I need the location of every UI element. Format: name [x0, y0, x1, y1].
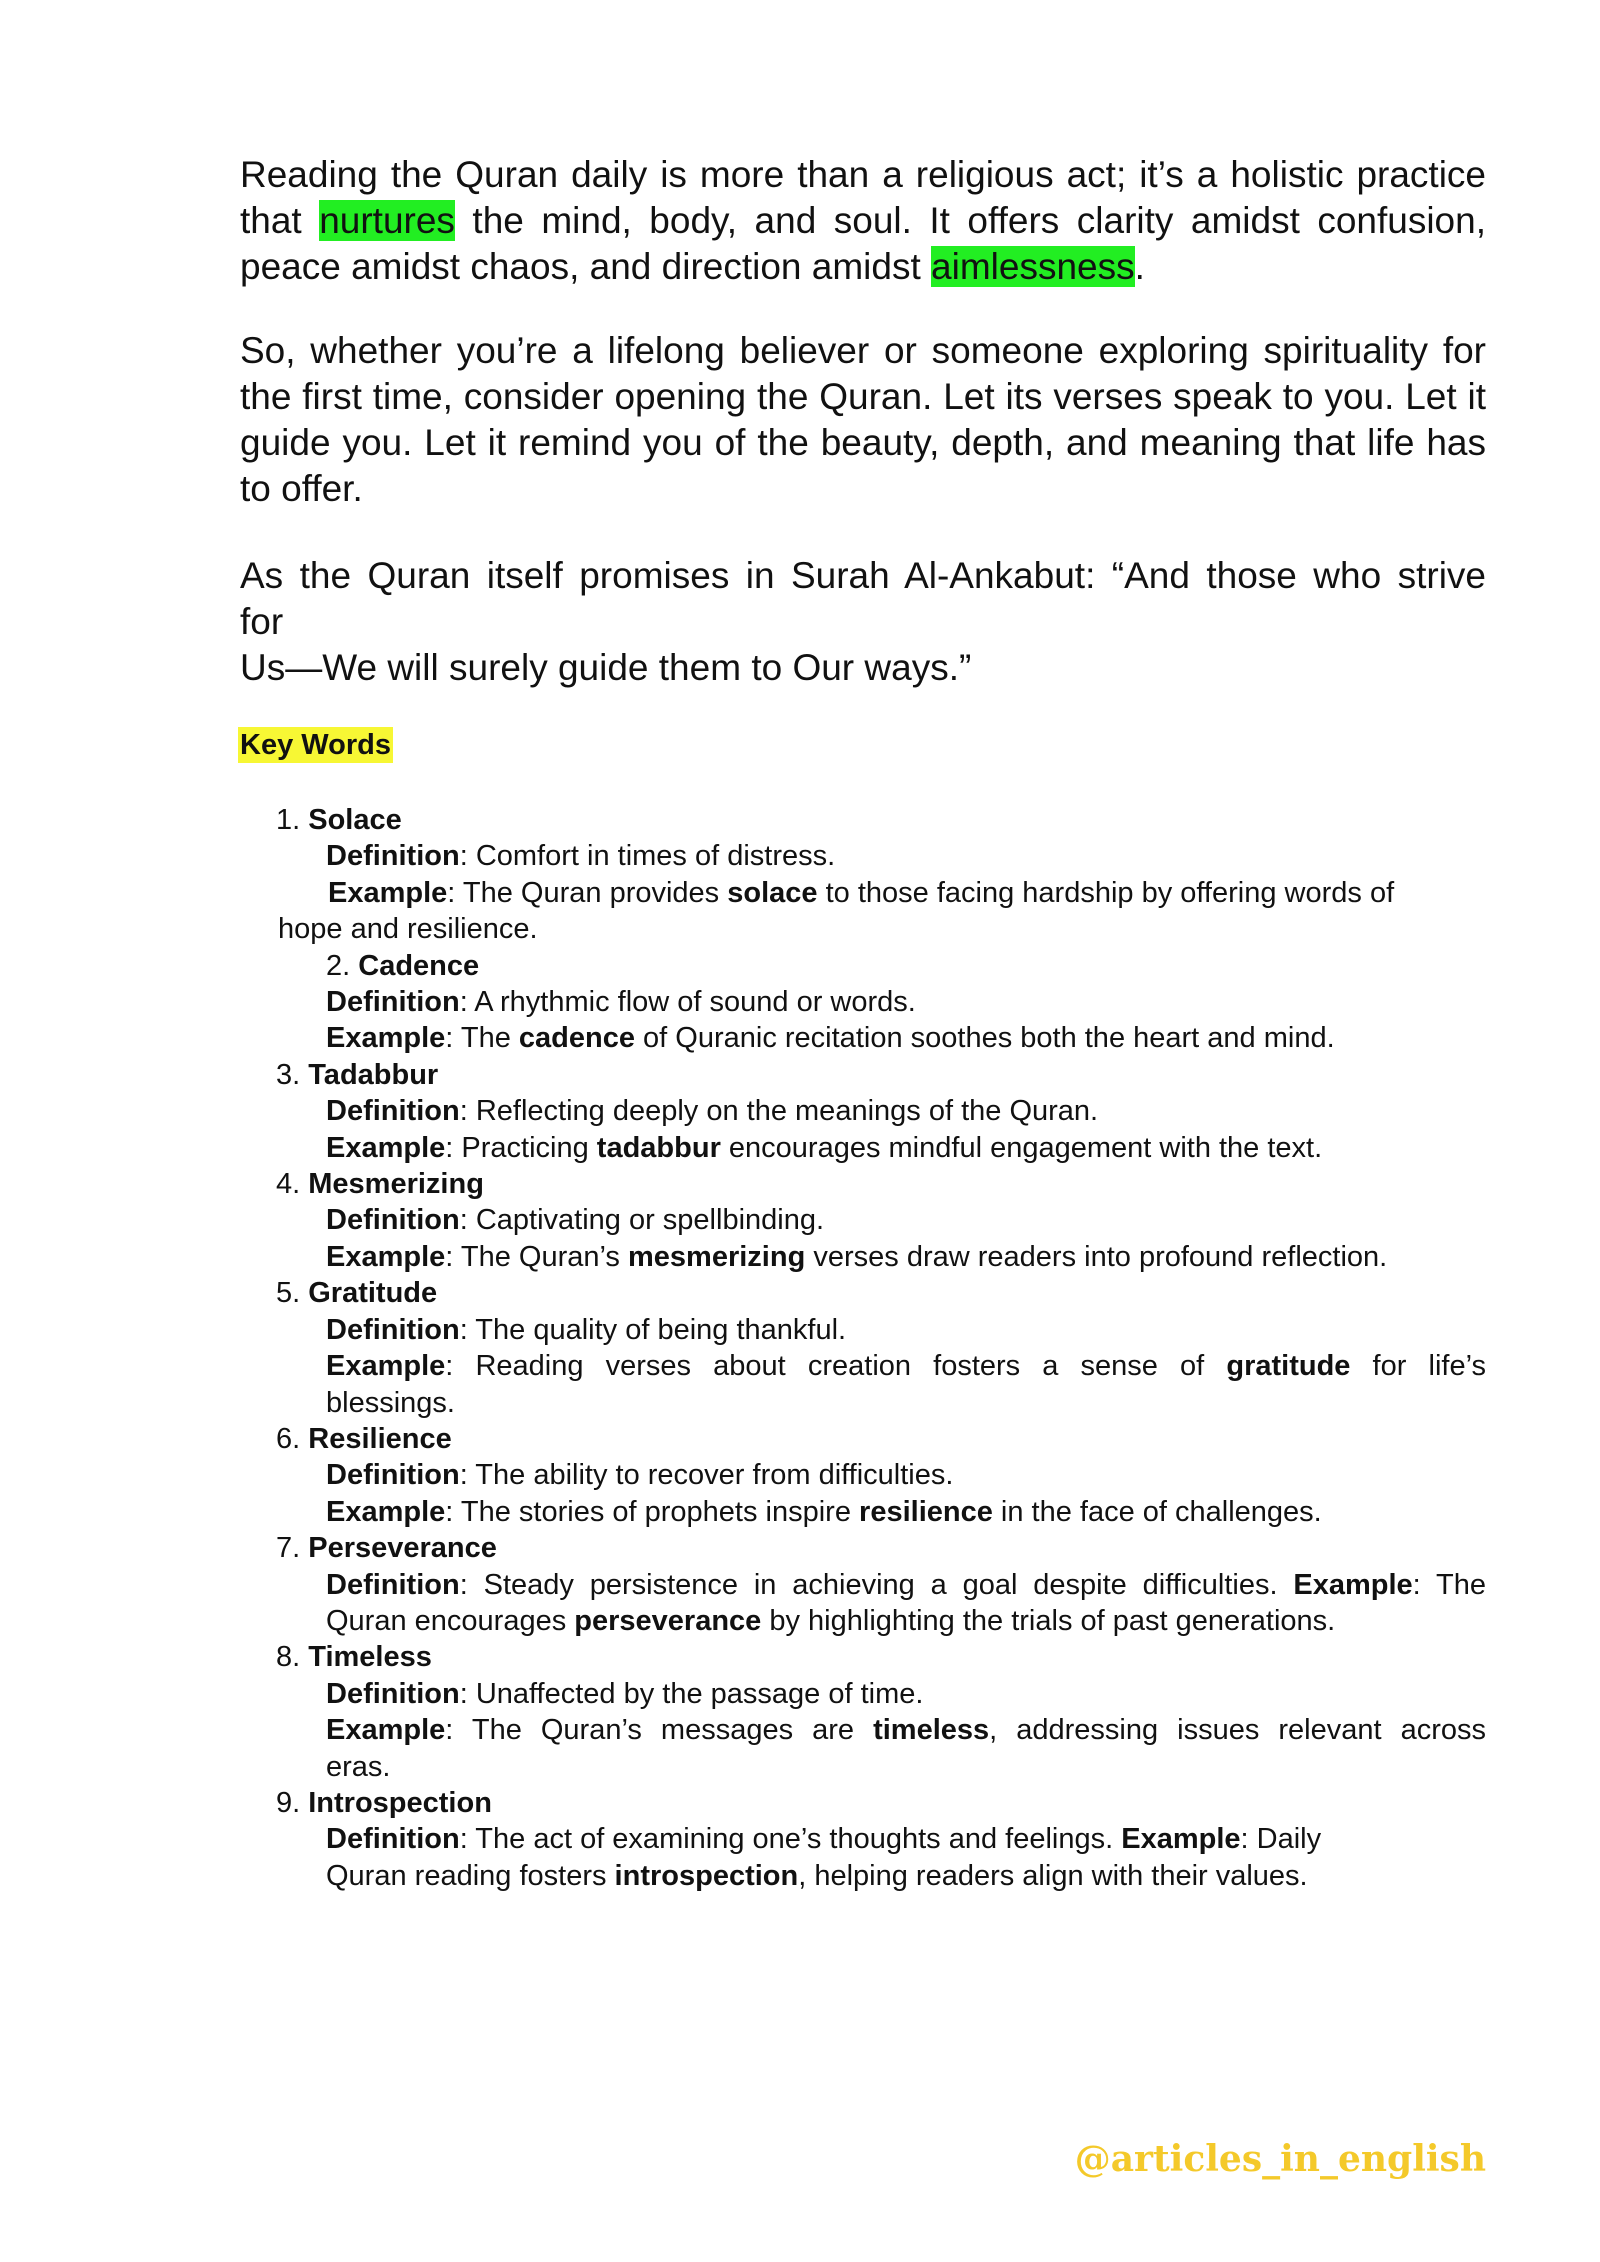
list-item-title: 9. Introspection [276, 1786, 492, 1819]
highlight-nurtures: nurtures [319, 200, 455, 241]
list-item-definition: Definition: The ability to recover from difficulties. [326, 1459, 954, 1492]
list-item-example: Example: The Quran provides solace to those facing hardship by offering words of [328, 876, 1395, 909]
list-item-definition: Definition: Reflecting deeply on the meanings of the Quran. [326, 1095, 1099, 1128]
key-words-heading: Key Words [240, 729, 391, 761]
list-item-example: Example: The Quran’s mesmerizing verses draw readers into profound reflection. [326, 1240, 1388, 1273]
list-item-example: Example: The cadence of Quranic recitation soothes both the heart and mind. [326, 1022, 1335, 1055]
list-item-title: 2. Cadence [326, 949, 480, 982]
list-item-example: Example: The Quran’s messages are timeless, addressing issues relevant across [326, 1714, 1486, 1747]
list-item-title: 8. Timeless [276, 1641, 432, 1674]
key-words-list [240, 802, 1486, 1894]
paragraph-invitation: So, whether you’re a lifelong believer or someone exploring spirituality for the first time, consider opening the Quran. Let its verses speak to you. Let it guide you. Let it remind you of the beauty, depth, and meaning that life has to offer. [240, 330, 1486, 509]
list-item-definition: Definition: Comfort in times of distress. [326, 840, 836, 873]
list-item-title: 3. Tadabbur [276, 1058, 439, 1091]
paragraph-quote [240, 553, 1486, 691]
list-item-example-wrap: eras. [326, 1750, 391, 1783]
list-item-definition: Definition: The quality of being thankful. [326, 1313, 847, 1346]
paragraph-intro: Reading the Quran daily is more than a religious act; it’s a holistic practice that nurtures the mind, body, and soul. It offers clarity amidst confusion, peace amidst chaos, and direction amidst aimlessness. [240, 154, 1486, 287]
list-item-example-wrap: Quran reading fosters introspection, helping readers align with their values. [326, 1859, 1308, 1892]
list-item-title: 6. Resilience [276, 1422, 452, 1455]
list-item-definition: Definition: The act of examining one’s thoughts and feelings. Example: Daily [326, 1823, 1322, 1856]
list-item-definition: Definition: Unaffected by the passage of time. [326, 1677, 924, 1710]
list-item-example: Example: The stories of prophets inspire resilience in the face of challenges. [326, 1495, 1322, 1528]
list-item-title: 1. Solace [276, 804, 402, 836]
quote-line-2: for [240, 601, 284, 642]
list-item-example-wrap: blessings. [326, 1386, 455, 1419]
quote-line-3: Us—We will surely guide them to Our ways.” [240, 647, 972, 688]
list-item-example-wrap: hope and resilience. [278, 913, 538, 946]
list-item-example: Example: Reading verses about creation fosters a sense of gratitude for life’s [326, 1350, 1486, 1383]
list-item-definition: Definition: A rhythmic flow of sound or words. [326, 986, 916, 1019]
list-item-example-wrap: Quran encourages perseverance by highlighting the trials of past generations. [326, 1604, 1336, 1637]
list-item-definition: Definition: Steady persistence in achieving a goal despite difficulties. Example: The [326, 1568, 1487, 1601]
highlight-aimlessness: aimlessness [931, 246, 1135, 287]
list-item-title: 7. Perseverance [276, 1532, 497, 1565]
watermark-handle: @articles_in_english [1074, 2138, 1486, 2180]
list-item-definition: Definition: Captivating or spellbinding. [326, 1204, 825, 1237]
list-item-title: 5. Gratitude [276, 1277, 438, 1310]
list-item-title: 4. Mesmerizing [276, 1168, 484, 1201]
quote-line-1: As the Quran itself promises in Surah Al-Ankabut: “And those who strive [240, 555, 1486, 596]
list-item-example: Example: Practicing tadabbur encourages mindful engagement with the text. [326, 1131, 1323, 1164]
